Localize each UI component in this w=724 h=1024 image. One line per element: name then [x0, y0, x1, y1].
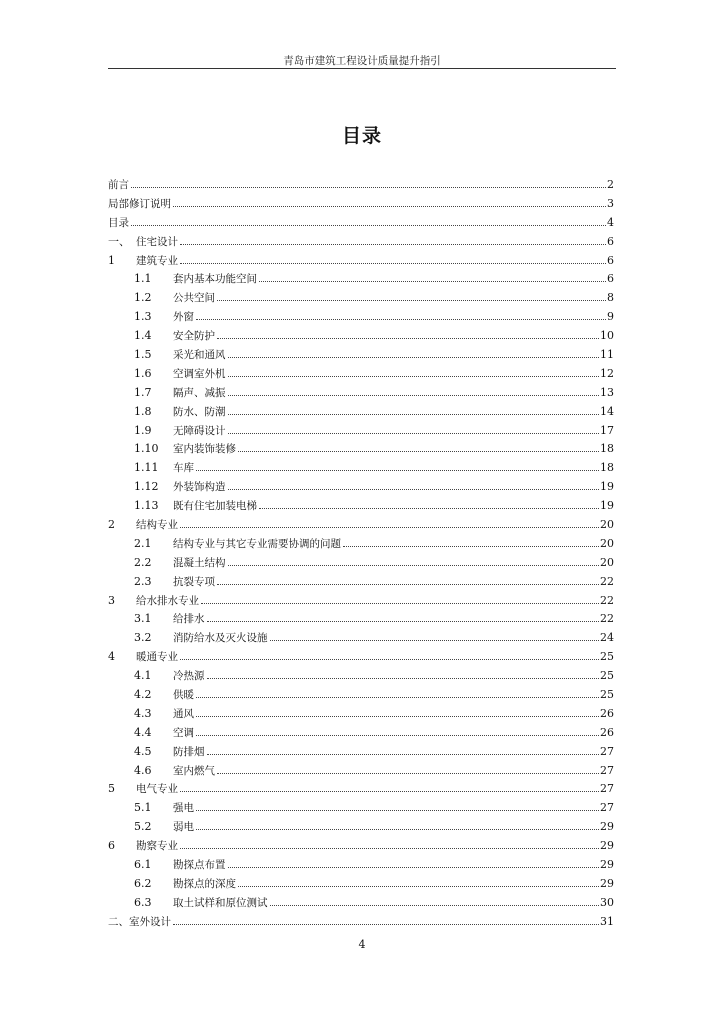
toc-entry-number: 1.2 — [134, 291, 152, 305]
toc-entry-number: 1.8 — [134, 404, 152, 418]
toc-entry[interactable] — [108, 723, 614, 742]
toc-entry-label: 空调室外机 — [173, 367, 226, 380]
toc-entry-label: 供暖 — [173, 688, 194, 701]
toc-dot-leader — [207, 754, 600, 755]
toc-entry-number: 5.1 — [134, 801, 152, 815]
toc-entry-number: 4.2 — [134, 687, 152, 701]
toc-entry-label: 局部修订说明 — [108, 197, 171, 210]
toc-entry-number: 6.2 — [134, 876, 152, 890]
toc-entry-page: 26 — [600, 706, 614, 720]
toc-entry-number: 6 — [108, 839, 115, 853]
toc-entry[interactable] — [108, 874, 614, 893]
toc-dot-leader — [207, 678, 600, 679]
toc-entry[interactable] — [108, 628, 614, 647]
toc-entry-label: 勘察专业 — [136, 840, 178, 853]
toc-entry[interactable] — [108, 439, 614, 458]
toc-dot-leader — [343, 546, 599, 547]
toc-entry-page: 27 — [600, 801, 614, 815]
toc-dot-leader — [217, 338, 599, 339]
toc-entry-label: 暖通专业 — [136, 651, 178, 664]
toc-entry[interactable] — [108, 364, 614, 383]
toc-dot-leader — [207, 621, 600, 622]
toc-entry-page: 31 — [600, 914, 614, 928]
toc-dot-leader — [217, 584, 599, 585]
toc-entry-label: 建筑专业 — [136, 254, 178, 267]
toc-entry-page: 19 — [600, 499, 614, 513]
toc-entry-number: 1.10 — [134, 442, 159, 456]
toc-entry-number: 1 — [108, 253, 115, 267]
toc-dot-leader — [196, 470, 599, 471]
toc-entry[interactable] — [108, 477, 614, 496]
toc-entry-number: 6.1 — [134, 858, 152, 871]
toc-entry-label: 消防给水及灭火设施 — [173, 632, 268, 645]
toc-entry[interactable] — [108, 591, 614, 610]
toc-dot-leader — [238, 451, 599, 452]
toc-entry-number: 3.1 — [134, 612, 152, 626]
toc-entry-label: 外窗 — [173, 311, 194, 324]
toc-entry-label: 勘探点布置 — [173, 859, 226, 871]
toc-dot-leader — [228, 357, 600, 358]
toc-entry-page: 30 — [600, 895, 614, 909]
toc-dot-leader — [173, 206, 606, 207]
toc-dot-leader — [228, 489, 600, 490]
toc-entry-page: 19 — [600, 480, 614, 494]
page-number: 4 — [358, 938, 366, 951]
toc-entry-page: 13 — [600, 385, 614, 399]
toc-entry-number: 一、 — [108, 235, 130, 249]
toc-dot-leader — [131, 225, 606, 226]
toc-dot-leader — [180, 659, 599, 660]
toc-entry-page: 24 — [600, 631, 614, 645]
toc-dot-leader — [196, 829, 599, 830]
toc-entry-label: 空调 — [173, 726, 194, 739]
toc-entry-page: 25 — [600, 687, 614, 701]
toc-dot-leader — [180, 244, 606, 245]
toc-dot-leader — [228, 565, 600, 566]
toc-entry[interactable] — [108, 213, 614, 232]
toc-entry-number: 1.1 — [134, 272, 152, 286]
toc-dot-leader — [180, 527, 599, 528]
toc-entry-page: 12 — [600, 366, 614, 380]
toc-entry-page: 29 — [600, 858, 614, 871]
toc-entry[interactable] — [108, 421, 614, 440]
toc-entry-number: 2.2 — [134, 555, 152, 569]
toc-entry-page: 22 — [600, 612, 614, 626]
toc-entry-page: 20 — [600, 517, 614, 531]
toc-entry-number: 1.3 — [134, 310, 152, 324]
toc-dot-leader — [217, 300, 606, 301]
toc-entry-number: 1.6 — [134, 366, 152, 380]
toc-entry[interactable] — [108, 515, 614, 534]
toc-dot-leader — [228, 376, 600, 377]
toc-entry-number: 1.13 — [134, 499, 159, 513]
toc-dot-leader — [238, 886, 599, 887]
toc-entry-page: 18 — [600, 461, 614, 475]
toc-entry-label: 通风 — [173, 707, 194, 720]
toc-entry-page: 9 — [607, 310, 614, 324]
page-title: 目录 — [341, 125, 382, 147]
toc-entry-page: 3 — [607, 196, 614, 210]
toc-entry[interactable] — [108, 647, 614, 666]
toc-dot-leader — [228, 867, 600, 868]
toc-entry-label: 安全防护 — [173, 330, 215, 343]
toc-entry[interactable] — [108, 307, 614, 326]
toc-entry-label: 外装饰构造 — [173, 481, 226, 494]
toc-dot-leader — [217, 773, 599, 774]
toc-entry[interactable] — [108, 402, 614, 421]
toc-entry-page: 26 — [600, 725, 614, 739]
toc-dot-leader — [196, 716, 599, 717]
toc-entry-label: 车库 — [173, 462, 194, 475]
running-header: 青岛市建筑工程设计质量提升指引 — [283, 55, 441, 67]
toc-entry-page: 17 — [600, 423, 614, 437]
toc-entry-number: 1.7 — [134, 385, 152, 399]
toc-entry-number: 4.5 — [134, 744, 152, 758]
toc-dot-leader — [259, 508, 599, 509]
toc-entry-label: 给水排水专业 — [136, 594, 199, 607]
toc-entry-number: 2.3 — [134, 574, 152, 588]
toc-dot-leader — [196, 697, 599, 698]
toc-dot-leader — [228, 395, 600, 396]
toc-entry[interactable] — [108, 836, 614, 855]
toc-entry-page: 27 — [600, 763, 614, 777]
toc-entry-page: 27 — [600, 782, 614, 796]
toc-entry-number: 1.9 — [134, 423, 152, 437]
toc-entry-label: 采光和通风 — [173, 348, 226, 361]
toc-entry-page: 6 — [607, 234, 614, 248]
toc-entry-number: 1.4 — [134, 329, 152, 343]
header-divider — [108, 68, 616, 69]
toc-entry-number: 4.6 — [134, 763, 152, 777]
toc-entry[interactable] — [108, 251, 614, 270]
toc-entry-number: 6.3 — [134, 895, 152, 909]
toc-entry[interactable] — [108, 685, 614, 704]
toc-entry-label: 取土试样和原位测试 — [173, 896, 268, 909]
toc-entry-page: 22 — [600, 574, 614, 588]
toc-entry[interactable] — [108, 798, 614, 817]
toc-dot-leader — [228, 433, 600, 434]
toc-entry-label: 勘探点的深度 — [173, 877, 236, 890]
toc-entry-label: 混凝土结构 — [173, 556, 226, 569]
toc-entry[interactable] — [108, 326, 614, 345]
toc-entry-page: 6 — [607, 272, 614, 286]
toc-dot-leader — [131, 187, 606, 188]
toc-entry-page: 29 — [600, 820, 614, 834]
toc-dot-leader — [270, 905, 600, 906]
toc-entry[interactable] — [108, 553, 614, 572]
toc-dot-leader — [196, 735, 599, 736]
toc-entry-number: 5 — [108, 782, 115, 796]
toc-entry[interactable] — [108, 458, 614, 477]
toc-dot-leader — [180, 263, 606, 264]
toc-entry-number: 5.2 — [134, 820, 152, 834]
toc-entry-page: 2 — [607, 177, 614, 191]
toc-entry[interactable] — [108, 817, 614, 836]
toc-dot-leader — [196, 319, 606, 320]
toc-entry-number: 4.1 — [134, 669, 152, 683]
toc-entry[interactable] — [108, 780, 614, 799]
toc-entry-page: 29 — [600, 839, 614, 853]
toc-entry-label: 室内装饰装修 — [173, 443, 236, 456]
toc-entry-label: 防排烟 — [173, 745, 205, 758]
toc-entry-label: 抗裂专项 — [173, 575, 215, 588]
toc-entry-label: 公共空间 — [173, 292, 215, 305]
toc-entry-label: 结构专业与其它专业需要协调的问题 — [173, 537, 341, 550]
toc-entry-number: 4.3 — [134, 706, 152, 720]
toc-entry[interactable] — [108, 194, 614, 213]
toc-entry-page: 4 — [607, 215, 614, 229]
toc-entry-page: 10 — [600, 329, 614, 343]
toc-entry[interactable] — [108, 232, 614, 251]
toc-entry[interactable] — [108, 383, 614, 402]
toc-entry-label: 室内燃气 — [173, 764, 215, 777]
toc-entry-number: 2.1 — [134, 536, 152, 550]
toc-entry-number: 1.11 — [134, 461, 159, 475]
toc-entry-page: 25 — [600, 669, 614, 683]
toc-entry-label: 给排水 — [173, 613, 205, 626]
toc-entry-number: 1.12 — [134, 480, 159, 494]
toc-entry-label: 目录 — [108, 216, 129, 229]
toc-entry-page: 20 — [600, 555, 614, 569]
toc-entry[interactable] — [108, 288, 614, 307]
toc-dot-leader — [259, 281, 606, 282]
toc-entry-page: 14 — [600, 404, 614, 418]
toc-entry[interactable] — [108, 572, 614, 591]
toc-entry[interactable] — [108, 855, 614, 874]
toc-entry-label: 弱电 — [173, 821, 194, 834]
toc-entry[interactable] — [108, 269, 614, 288]
toc-entry-label: 电气专业 — [136, 783, 178, 796]
toc-entry-number: 3.2 — [134, 631, 152, 645]
toc-entry-number: 4 — [108, 650, 115, 664]
toc-dot-leader — [196, 810, 599, 811]
toc-entry-page: 27 — [600, 744, 614, 758]
toc-dot-leader — [173, 924, 599, 925]
toc-entry-page: 18 — [600, 442, 614, 456]
toc-entry-label: 前言 — [108, 178, 129, 191]
toc-entry-label: 无障碍设计 — [173, 424, 226, 437]
toc-entry-page: 8 — [607, 291, 614, 305]
toc-entry-page: 25 — [600, 650, 614, 664]
toc-entry[interactable] — [108, 175, 614, 194]
toc-entry[interactable] — [108, 704, 614, 723]
toc-entry[interactable] — [108, 666, 614, 685]
toc-entry-label: 隔声、减振 — [173, 386, 226, 399]
toc-entry-label: 防水、防潮 — [173, 405, 226, 418]
table-of-contents — [108, 175, 614, 931]
toc-entry-number: 1.5 — [134, 347, 152, 361]
toc-entry-label: 二、室外设计 — [108, 915, 171, 928]
toc-dot-leader — [180, 791, 599, 792]
toc-entry-label: 既有住宅加装电梯 — [173, 500, 257, 513]
toc-entry-number: 3 — [108, 593, 115, 607]
toc-dot-leader — [201, 603, 599, 604]
toc-dot-leader — [180, 848, 599, 849]
toc-dot-leader — [270, 640, 600, 641]
toc-entry[interactable] — [108, 912, 614, 931]
toc-entry-page: 20 — [600, 536, 614, 550]
toc-entry-page: 22 — [600, 593, 614, 607]
toc-entry-number: 2 — [108, 517, 115, 531]
toc-entry[interactable] — [108, 893, 614, 912]
toc-entry-page: 11 — [600, 347, 614, 361]
toc-entry[interactable] — [108, 345, 614, 364]
toc-entry-label: 冷热源 — [173, 670, 205, 683]
toc-entry-number: 4.4 — [134, 725, 152, 739]
toc-entry-label: 结构专业 — [136, 518, 178, 531]
toc-entry-page: 6 — [607, 253, 614, 267]
toc-entry[interactable] — [108, 534, 614, 553]
toc-entry-label: 强电 — [173, 802, 194, 815]
toc-entry[interactable] — [108, 761, 614, 780]
toc-entry-page: 29 — [600, 876, 614, 890]
toc-entry[interactable] — [108, 496, 614, 515]
toc-entry[interactable] — [108, 742, 614, 761]
toc-entry[interactable] — [108, 609, 614, 628]
toc-entry-label: 住宅设计 — [136, 235, 178, 248]
toc-dot-leader — [228, 414, 600, 415]
toc-entry-label: 套内基本功能空间 — [173, 273, 257, 286]
